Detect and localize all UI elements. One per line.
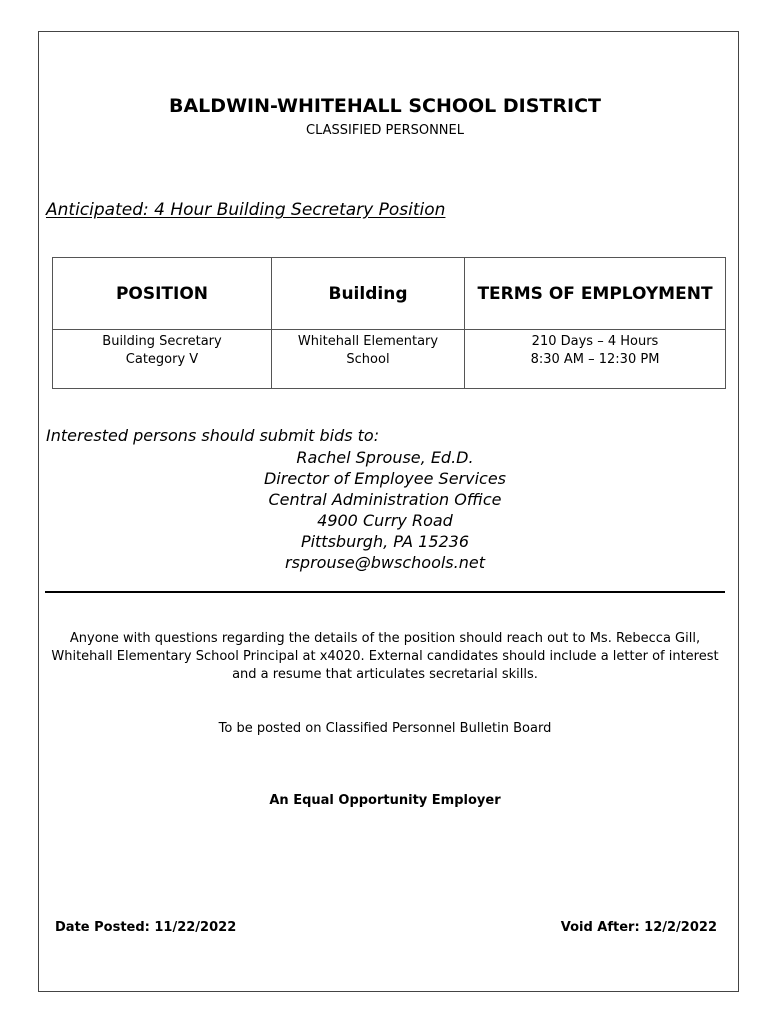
equal-opportunity-statement: An Equal Opportunity Employer xyxy=(269,793,501,808)
section-divider xyxy=(45,591,725,593)
contact-street: 4900 Curry Road xyxy=(317,511,453,530)
bids-intro: Interested persons should submit bids to: xyxy=(46,426,380,445)
header-terms: TERMS OF EMPLOYMENT xyxy=(465,258,726,330)
department-subtitle: CLASSIFIED PERSONNEL xyxy=(306,123,464,138)
header-building: Building xyxy=(272,258,465,330)
building-line-1: Whitehall Elementary xyxy=(297,334,439,349)
position-line: Building Secretary xyxy=(102,334,222,349)
contact-email: rsprouse@bwschools.net xyxy=(285,553,485,572)
building-line-2: School xyxy=(346,352,390,367)
date-posted: Date Posted: 11/22/2022 xyxy=(55,920,237,935)
table-row xyxy=(53,330,726,389)
cell-building xyxy=(272,330,465,389)
contact-office: Central Administration Office xyxy=(268,490,502,509)
terms-hours-line: 8:30 AM – 12:30 PM xyxy=(530,352,660,367)
posting-title: Anticipated: 4 Hour Building Secretary Position xyxy=(46,200,446,220)
contact-block xyxy=(0,447,770,573)
terms-days-line: 210 Days – 4 Hours xyxy=(531,334,659,349)
contact-name: Rachel Sprouse, Ed.D. xyxy=(296,448,474,467)
table-header-row xyxy=(53,258,726,330)
district-title: BALDWIN-WHITEHALL SCHOOL DISTRICT xyxy=(169,95,601,117)
contact-city: Pittsburgh, PA 15236 xyxy=(300,532,470,551)
bulletin-note: To be posted on Classified Personnel Bulletin Board xyxy=(218,721,552,736)
cell-position xyxy=(53,330,272,389)
contact-title: Director of Employee Services xyxy=(263,469,506,488)
header-position: POSITION xyxy=(53,258,272,330)
position-table xyxy=(52,257,726,389)
void-after: Void After: 12/2/2022 xyxy=(560,920,717,935)
cell-terms xyxy=(465,330,726,389)
category-line: Category V xyxy=(125,352,199,367)
questions-paragraph: Anyone with questions regarding the details of the position should reach out to Ms. Rebecca Gill, Whitehall Elementary School Principal at x4020. External candidates should include a letter of interest and a resume that articulates secretarial skills. xyxy=(51,631,719,682)
